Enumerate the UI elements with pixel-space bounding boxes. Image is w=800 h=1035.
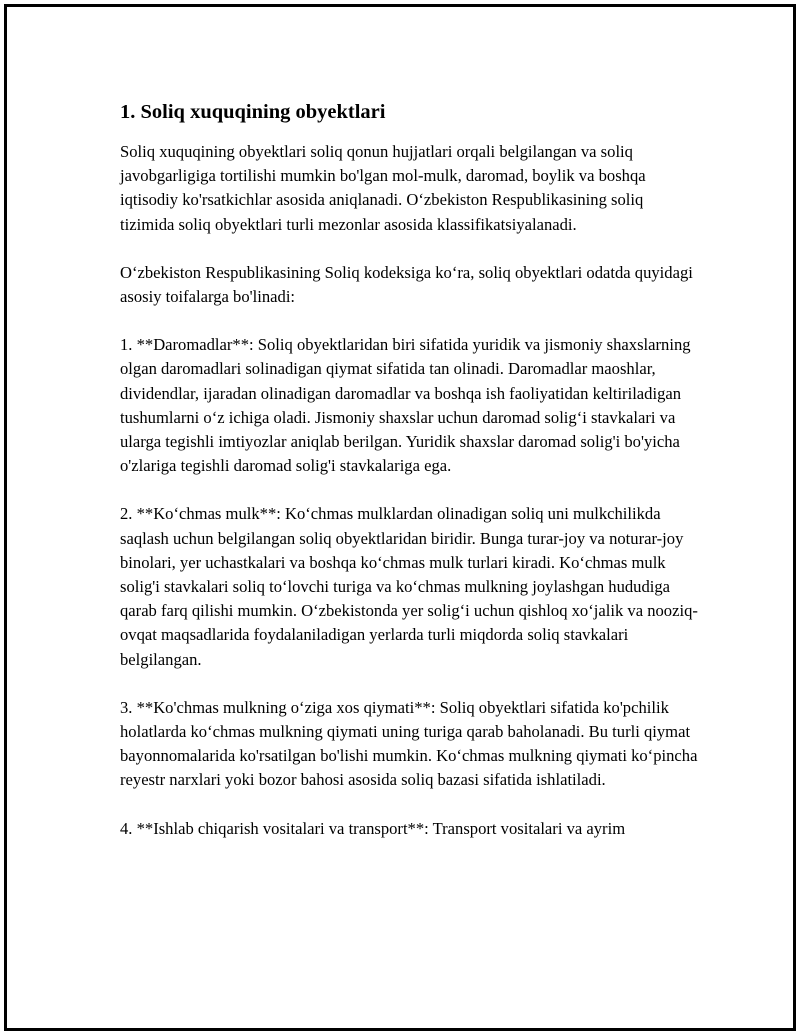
paragraph-income: 1. **Daromadlar**: Soliq obyektlaridan biri sifatida yuridik va jismoniy shaxslarning olgan daromadlari solinadigan qiymat sifatida tan olinadi. Daromadlar maoshlar, dividendlar, ijaradan olinadigan daromadlar va boshqa ish faoliyatidan keltiriladigan tushumlarni o‘z ichiga oladi. Jismoniy shaxslar uchun daromad solig‘i stavkalari va ularga tegishli imtiyozlar aniqlab berilgan. Yuridik shaxslar daromad solig'i bo'yicha o'zlariga tegishli daromad solig'i stavkalariga ega. <box>120 335 691 476</box>
document-page <box>4 4 796 1031</box>
paragraph-real-estate: 2. **Ko‘chmas mulk**: Ko‘chmas mulklardan olinadigan soliq uni mulkchilikda saqlash uchun belgilangan soliq obyektlaridan biridir. Bunga turar-joy va noturar-joy binolari, yer uchastkalari va boshqa ko‘chmas mulk turlari kiradi. Ko‘chmas mulk solig'i stavkalari soliq to‘lovchi turiga va ko‘chmas mulkning joylashgan hududiga qarab farq qilishi mumkin. O‘zbekistonda yer solig‘i uchun qishloq xo‘jalik va nooziq-ovqat maqsadlarida foydalaniladigan yerlarda turli miqdorda soliq stavkalari belgilangan. <box>120 504 698 669</box>
document-body <box>120 97 700 841</box>
section-heading: 1. Soliq xuquqining obyektlari <box>120 101 386 123</box>
paragraph-property-value: 3. **Ko'chmas mulkning o‘ziga xos qiymati**: Soliq obyektlari sifatida ko'pchilik holatlarda ko‘chmas mulkning qiymati uning turiga qarab baholanadi. Bu turli qiymat bayonnomalarida ko'rsatilgan bo'lishi mumkin. Ko‘chmas mulkning qiymati ko‘pincha reyestr narxlari yoki bozor bahosi asosida soliq bazasi sifatida ishlatiladi. <box>120 697 698 790</box>
paragraph-intro: Soliq xuquqining obyektlari soliq qonun hujjatlari orqali belgilangan va soliq javobgarligiga tortilishi mumkin bo'lgan mol-mulk, daromad, boylik va boshqa iqtisodiy ko'rsatkichlar asosida aniqlanadi. O‘zbekiston Respublikasining soliq tizimida soliq obyektlari turli mezonlar asosida klassifikatsiyalanadi. <box>120 142 646 234</box>
paragraph-production-transport: 4. **Ishlab chiqarish vositalari va transport**: Transport vositalari va ayrim <box>120 818 626 838</box>
paragraph-categories: O‘zbekiston Respublikasining Soliq kodeksiga ko‘ra, soliq obyektlari odatda quyidagi asosiy toifalarga bo'linadi: <box>120 262 693 307</box>
